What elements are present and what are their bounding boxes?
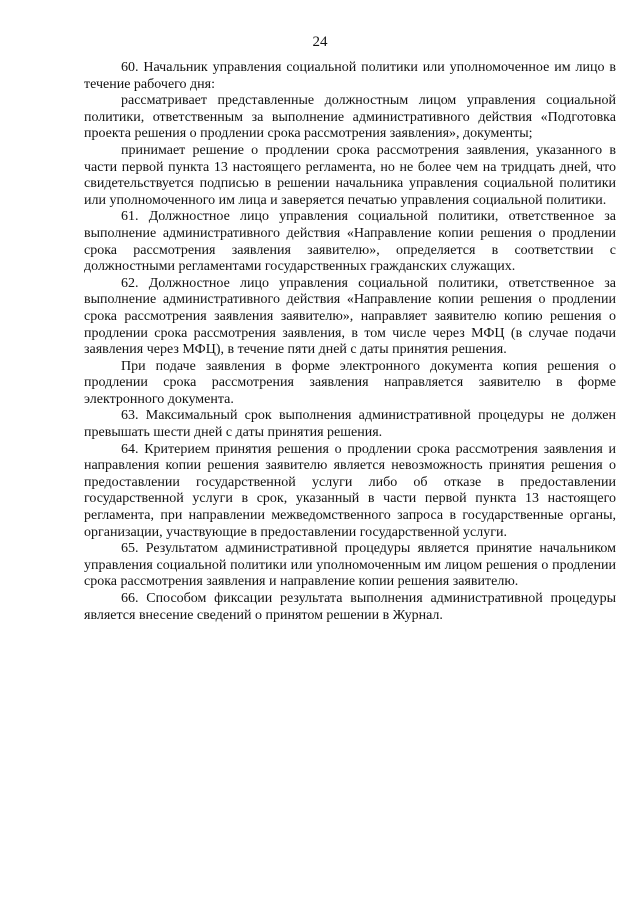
document-body bbox=[84, 60, 616, 624]
paragraph-60-decision: принимает решение о продлении срока рассмотрения заявления, указанного в части первой пункта 13 настоящего регламента, но не более чем на тридцать дней, что свидетельствуется подписью в решении начальника управления социальной политики или уполномоченного им лица и заверяется печатью управления социальной политики. bbox=[84, 142, 616, 208]
paragraph-66: 66. Способом фиксации результата выполнения административной процедуры является внесение сведений о принятом решении в Журнал. bbox=[84, 591, 616, 623]
paragraph-63: 63. Максимальный срок выполнения административной процедуры не должен превышать шести дней с даты принятия решения. bbox=[84, 408, 616, 441]
paragraph-61: 61. Должностное лицо управления социальной политики, ответственное за выполнение административного действия «Направление копии решения о продлении срока рассмотрения заявления заявителю», определяется в соответствии с должностными регламентами государственных гражданских служащих. bbox=[84, 209, 616, 275]
paragraph-60-intro: 60. Начальник управления социальной политики или уполномоченное им лицо в течение рабочего дня: bbox=[84, 60, 616, 92]
paragraph-62-electronic: При подаче заявления в форме электронного документа копия решения о продлении срока рассмотрения заявления направляется заявителю в форме электронного документа. bbox=[84, 358, 616, 407]
paragraph-62: 62. Должностное лицо управления социальной политики, ответственное за выполнение административного действия «Направление копии решения о продлении срока рассмотрения заявления заявителю», направляет заявителю копию решения о продлении срока рассмотрения заявления, в том числе через МФЦ (в случае подачи заявления через МФЦ), в течение пяти дней с даты принятия решения. bbox=[84, 275, 616, 358]
paragraph-65: 65. Результатом административной процедуры является принятие начальником управления социальной политики или уполномоченным им лицом решения о продлении срока рассмотрения заявления и направление копии решения заявителю. bbox=[84, 541, 616, 590]
paragraph-60-review: рассматривает представленные должностным лицом управления социальной политики, ответственным за выполнение административного действия «Подготовка проекта решения о продлении срока рассмотрения заявления», документы; bbox=[84, 93, 616, 142]
paragraph-64: 64. Критерием принятия решения о продлении срока рассмотрения заявления и направления копии решения заявителю является невозможность принятия решения о предоставлении государственной услуги либо об отказе в предоставлении государственной услуги в срок, указанный в части первой пункта 13 настоящего регламента, при направлении межведомственного запроса в государственные органы, организации, участвующие в предоставлении государственной услуги. bbox=[84, 441, 616, 540]
page-number: 24 bbox=[312, 34, 328, 50]
